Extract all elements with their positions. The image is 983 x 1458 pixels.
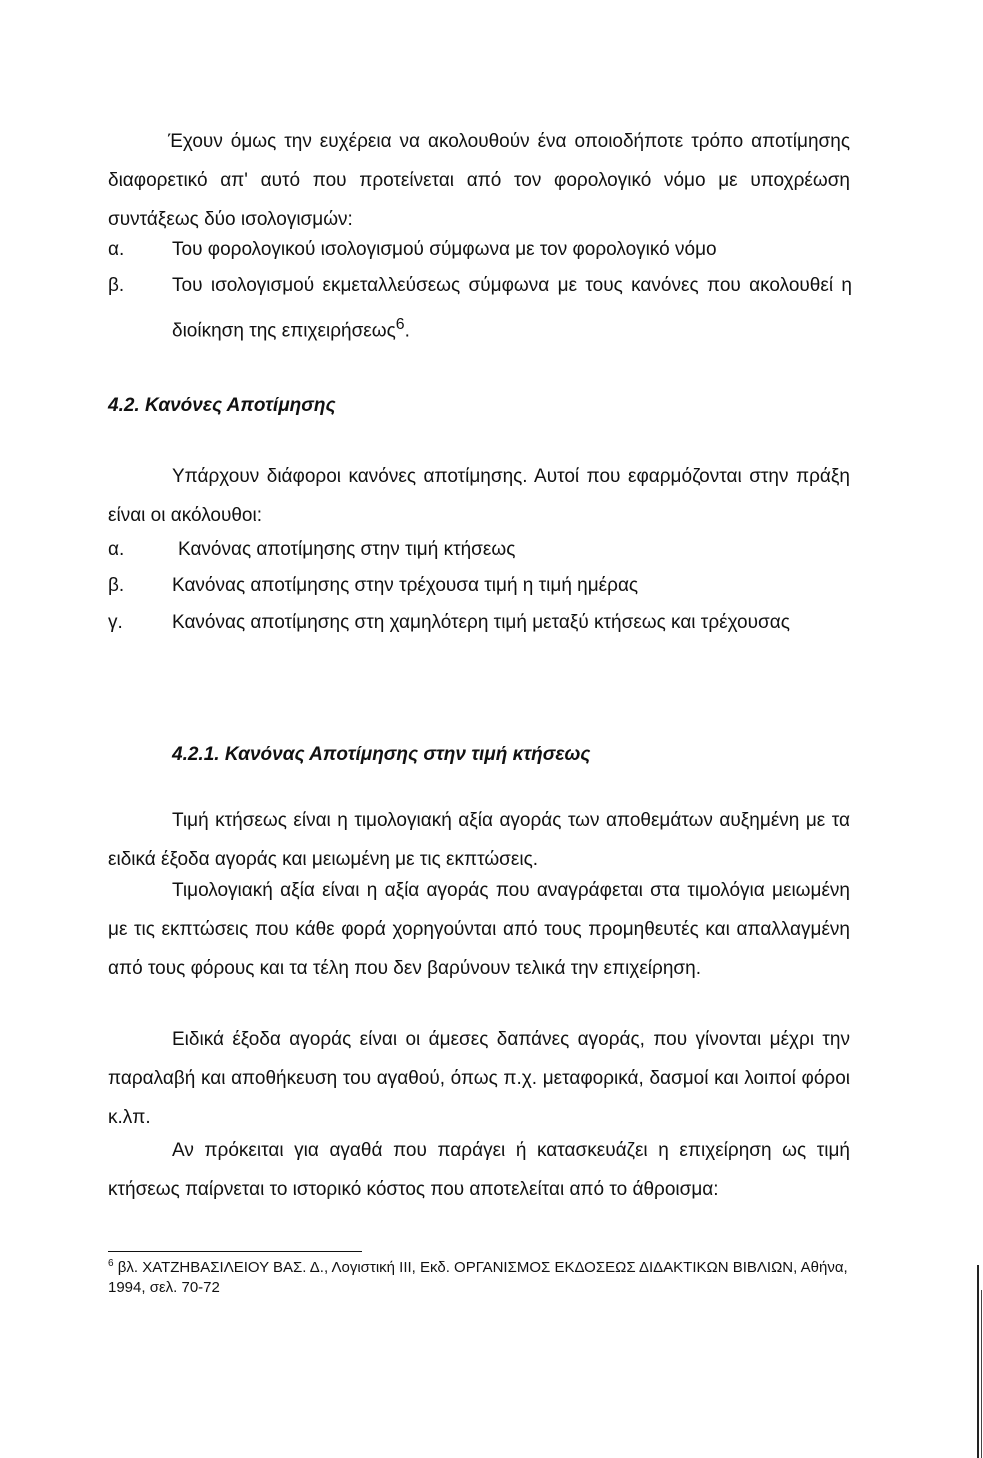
list-marker: α. bbox=[108, 239, 125, 260]
footnote-text: βλ. ΧΑΤΖΗΒΑΣΙΛΕΙΟΥ ΒΑΣ. Δ., Λογιστική ΙΙΙ, Εκδ. ΟΡΓΑΝΙΣΜΟΣ ΕΚΔΟΣΕΩΣ ΔΙΔΑΚΤΙΚΩΝ ΒΙΒΛΙΩΝ, Αθήνα, 1994, σελ. 70-72 bbox=[108, 1259, 848, 1296]
section-paragraph: Υπάρχουν διάφοροι κανόνες αποτίμησης. Αυτοί που εφαρμόζονται στην πράξη είναι οι ακόλουθοι: bbox=[108, 466, 850, 526]
footnote bbox=[108, 1258, 848, 1298]
list-marker: α. bbox=[108, 539, 125, 560]
list-item: Του φορολογικού ισολογισμού σύμφωνα με τον φορολογικό νόμο bbox=[172, 239, 717, 260]
intro-paragraph: Έχουν όμως την ευχέρεια να ακολουθούν ένα οποιοδήποτε τρόπο αποτίμησης διαφορετικό απ' αυτό που προτείνεται από τον φορολογικό νόμο με υποχρέωση συντάξεως δύο ισολογισμών: bbox=[108, 131, 850, 230]
footnote-ref: 6 bbox=[395, 316, 405, 333]
list-marker: γ. bbox=[108, 612, 123, 633]
list-item-tail: . bbox=[404, 320, 410, 342]
list-item: Κανόνας αποτίμησης στην τιμή κτήσεως bbox=[178, 539, 516, 560]
subsection-heading: 4.2.1. Κανόνας Αποτίμησης στην τιμή κτήσεως bbox=[172, 744, 591, 765]
subsection-paragraph: Τιμολογιακή αξία είναι η αξία αγοράς που αναγράφεται στα τιμολόγια μειωμένη με τις εκπτώσεις που κάθε φορά χορηγούνται από τους προμηθευτές και απαλλαγμένη από τους φόρους και τα τέλη που δεν βαρύνουν τελικά την επιχείρηση. bbox=[108, 880, 850, 979]
subsection-paragraph: Ειδικά έξοδα αγοράς είναι οι άμεσες δαπάνες αγοράς, που γίνονται μέχρι την παραλαβή και αποθήκευση του αγαθού, όπως π.χ. μεταφορικά, δασμοί και λοιποί φόροι κ.λπ. bbox=[108, 1029, 850, 1128]
scan-edge-line bbox=[977, 1265, 979, 1458]
subsection-paragraph: Τιμή κτήσεως είναι η τιμολογιακή αξία αγοράς των αποθεμάτων αυξημένη με τα ειδικά έξοδα αγοράς και μειωμένη με τις εκπτώσεις. bbox=[108, 810, 850, 870]
list-marker: β. bbox=[108, 575, 125, 596]
list-marker: β. bbox=[108, 275, 125, 296]
footnote-rule bbox=[108, 1251, 362, 1252]
list-item: Κανόνας αποτίμησης στην τρέχουσα τιμή η τιμή ημέρας bbox=[172, 575, 639, 596]
scan-edge-line bbox=[981, 1290, 982, 1458]
subsection-paragraph: Αν πρόκειται για αγαθά που παράγει ή κατασκευάζει η επιχείρηση ως τιμή κτήσεως παίρνεται το ιστορικό κόστος που αποτελείται από το άθροισμα: bbox=[108, 1140, 850, 1200]
footnote-number: 6 bbox=[108, 1258, 114, 1269]
list-item: Κανόνας αποτίμησης στη χαμηλότερη τιμή μεταξύ κτήσεως και τρέχουσας bbox=[172, 612, 790, 633]
list-item-text: Του ισολογισμού εκμεταλλεύσεως σύμφωνα με τους κανόνες που ακολουθεί η διοίκηση της επιχειρήσεως bbox=[172, 275, 852, 342]
section-heading: 4.2. Κανόνες Αποτίμησης bbox=[108, 395, 336, 416]
list-item bbox=[172, 266, 852, 350]
